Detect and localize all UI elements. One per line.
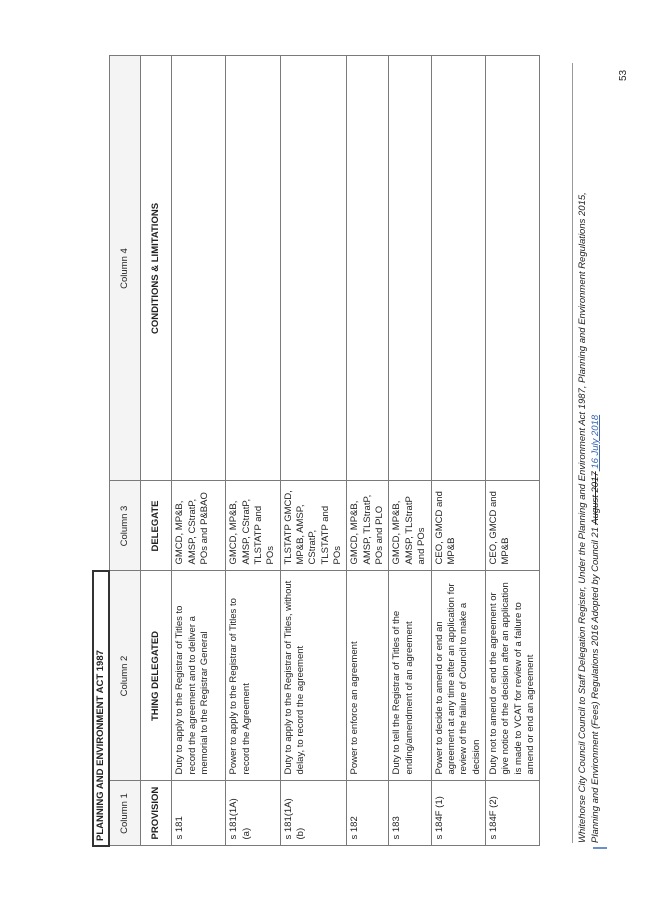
conditions-cell bbox=[389, 56, 431, 481]
page-number: 53 bbox=[618, 69, 629, 81]
thing-delegated-cell: Duty to tell the Registrar of Titles of the ending/amendment of an agreement bbox=[389, 571, 431, 781]
thing-delegated-cell: Power to apply to the Registrar of Titles to record the Agreement bbox=[226, 571, 280, 781]
thing-delegated-cell: Power to enforce an agreement bbox=[347, 571, 389, 781]
table-row bbox=[485, 56, 539, 846]
conditions-cell bbox=[347, 56, 389, 481]
conditions-cell bbox=[431, 56, 485, 481]
provision-cell: s 181 bbox=[172, 781, 226, 846]
column-2-label: Column 2 bbox=[109, 571, 141, 781]
footer-adopted-text: Planning and Environment (Fees) Regulations 2016 Adopted by Council 21 bbox=[589, 524, 601, 843]
delegate-cell: GMCD, MP&B, AMSP, TLStratP, POs and PLO bbox=[347, 481, 389, 571]
table-row bbox=[172, 56, 226, 846]
conditions-cell bbox=[172, 56, 226, 481]
provision-cell: s 184F (2) bbox=[485, 781, 539, 846]
delegate-cell: GMCD, MP&B, AMSP, CStratP, POs and P&BAO bbox=[172, 481, 226, 571]
table-row bbox=[431, 56, 485, 846]
deleted-date: August 2017 bbox=[589, 471, 601, 525]
delegation-table bbox=[92, 56, 540, 848]
act-title: PLANNING AND ENVIRONMENT ACT 1987 bbox=[93, 571, 109, 846]
change-bar bbox=[593, 847, 607, 849]
delegate-cell: CEO, GMCD and MP&B bbox=[485, 481, 539, 571]
thing-delegated-header: THING DELEGATED bbox=[141, 571, 172, 781]
delegate-cell: GMCD, MP&B, AMSP, TLStratP and POs bbox=[389, 481, 431, 571]
delegate-cell: GMCD, MP&B, AMSP, CStratP, TLSTATP and POs bbox=[226, 481, 280, 571]
delegate-header: DELEGATE bbox=[141, 481, 172, 571]
page-footer bbox=[572, 63, 603, 843]
provision-cell: s 183 bbox=[389, 781, 431, 846]
provision-header: PROVISION bbox=[141, 781, 172, 846]
thing-delegated-cell: Duty not to amend or end the agreement or give notice of the decision after an application is made to VCAT for review of a failure to amend or end an agreement bbox=[485, 571, 539, 781]
provision-cell: s 181(1A)(b) bbox=[280, 781, 347, 846]
provision-cell: s 182 bbox=[347, 781, 389, 846]
column-3-label: Column 3 bbox=[109, 481, 141, 571]
delegate-cell: CEO, GMCD and MP&B bbox=[431, 481, 485, 571]
delegate-cell: TLSTATP GMCD, MP&B, AMSP, CStratP, TLSTATP and POs bbox=[280, 481, 347, 571]
conditions-header: CONDITIONS & LIMITATIONS bbox=[141, 56, 172, 481]
thing-delegated-cell: Duty to apply to the Registrar of Titles to record the agreement and to deliver a memorial to the Registrar General bbox=[172, 571, 226, 781]
table-row bbox=[389, 56, 431, 846]
inserted-date: 16 July 2018 bbox=[589, 414, 601, 472]
conditions-cell bbox=[485, 56, 539, 481]
conditions-cell bbox=[280, 56, 347, 481]
blank-header bbox=[93, 56, 109, 571]
footer-line-1: Whitehorse City Council Council to Staff Delegation Register, Under the Planning and Environment Act 1987, Planning and Environment Regulations 2015, bbox=[577, 192, 588, 843]
table-row bbox=[280, 56, 347, 846]
thing-delegated-cell: Power to decide to amend or end an agreement at any time after an application for review of the failure of Council to make a decision bbox=[431, 571, 485, 781]
table-row bbox=[226, 56, 280, 846]
table-row bbox=[347, 56, 389, 846]
column-4-label: Column 4 bbox=[109, 56, 141, 481]
column-1-label: Column 1 bbox=[109, 781, 141, 846]
footer-line-2 bbox=[590, 63, 603, 843]
conditions-cell bbox=[226, 56, 280, 481]
provision-cell: s 184F (1) bbox=[431, 781, 485, 846]
provision-cell: s 181(1A)(a) bbox=[226, 781, 280, 846]
thing-delegated-cell: Duty to apply to the Registrar of Titles, without delay, to record the agreement bbox=[280, 571, 347, 781]
